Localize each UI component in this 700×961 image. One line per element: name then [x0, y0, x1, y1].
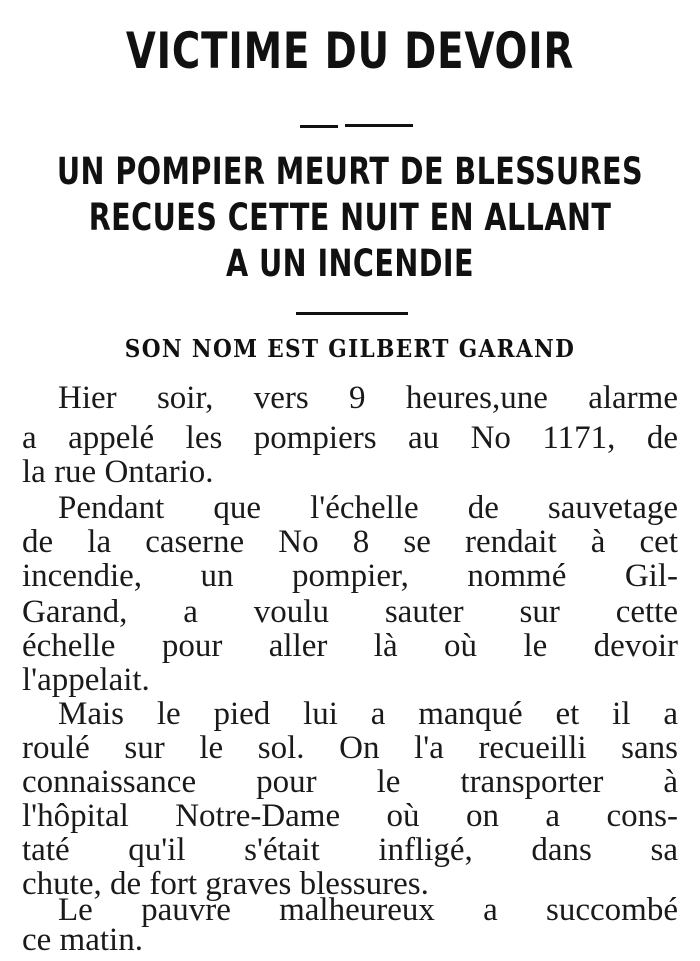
body-line: l'appelait.: [22, 662, 150, 698]
headline: VICTIME DU DEVOIR: [125, 22, 575, 80]
body-line: la rue Ontario.: [22, 454, 214, 490]
body-line: de la caserne No 8 se rendait à cet: [22, 524, 678, 560]
subheadline-line: A UN INCENDIE: [226, 242, 474, 285]
body-line: a appelé les pompiers au No 1171, de: [22, 420, 678, 456]
body-line: Mais le pied lui a manqué et il a: [58, 696, 678, 732]
body-line: l'hôpital Notre-Dame où on a cons-: [22, 798, 678, 834]
body-line: incendie, un pompier, nommé Gil-: [22, 558, 678, 594]
body-line: roulé sur le sol. On l'a recueilli sans: [22, 730, 678, 766]
subheadline-line: UN POMPIER MEURT DE BLESSURES: [56, 150, 644, 193]
body-line: taté qu'il s'était infligé, dans sa: [22, 832, 678, 868]
separator-rule: [296, 312, 408, 315]
body-line: Hier soir, vers 9 heures,une alarme: [58, 380, 678, 416]
body-line: chute, de fort graves blessures.: [22, 866, 429, 902]
body-line: ce matin.: [22, 922, 143, 958]
name-heading: SON NOM EST GILBERT GARAND: [124, 334, 576, 363]
separator-rule: [300, 125, 338, 128]
body-line: Garand, a voulu sauter sur cette: [22, 594, 678, 630]
body-line: connaissance pour le transporter à: [22, 764, 678, 800]
body-line: échelle pour aller là où le devoir: [22, 628, 678, 664]
body-line: Le pauvre malheureux a succombé: [58, 892, 678, 928]
body-line: Pendant que l'échelle de sauvetage: [58, 490, 678, 526]
subheadline-line: RECUES CETTE NUIT EN ALLANT: [88, 196, 612, 239]
separator-rule: [345, 124, 413, 127]
